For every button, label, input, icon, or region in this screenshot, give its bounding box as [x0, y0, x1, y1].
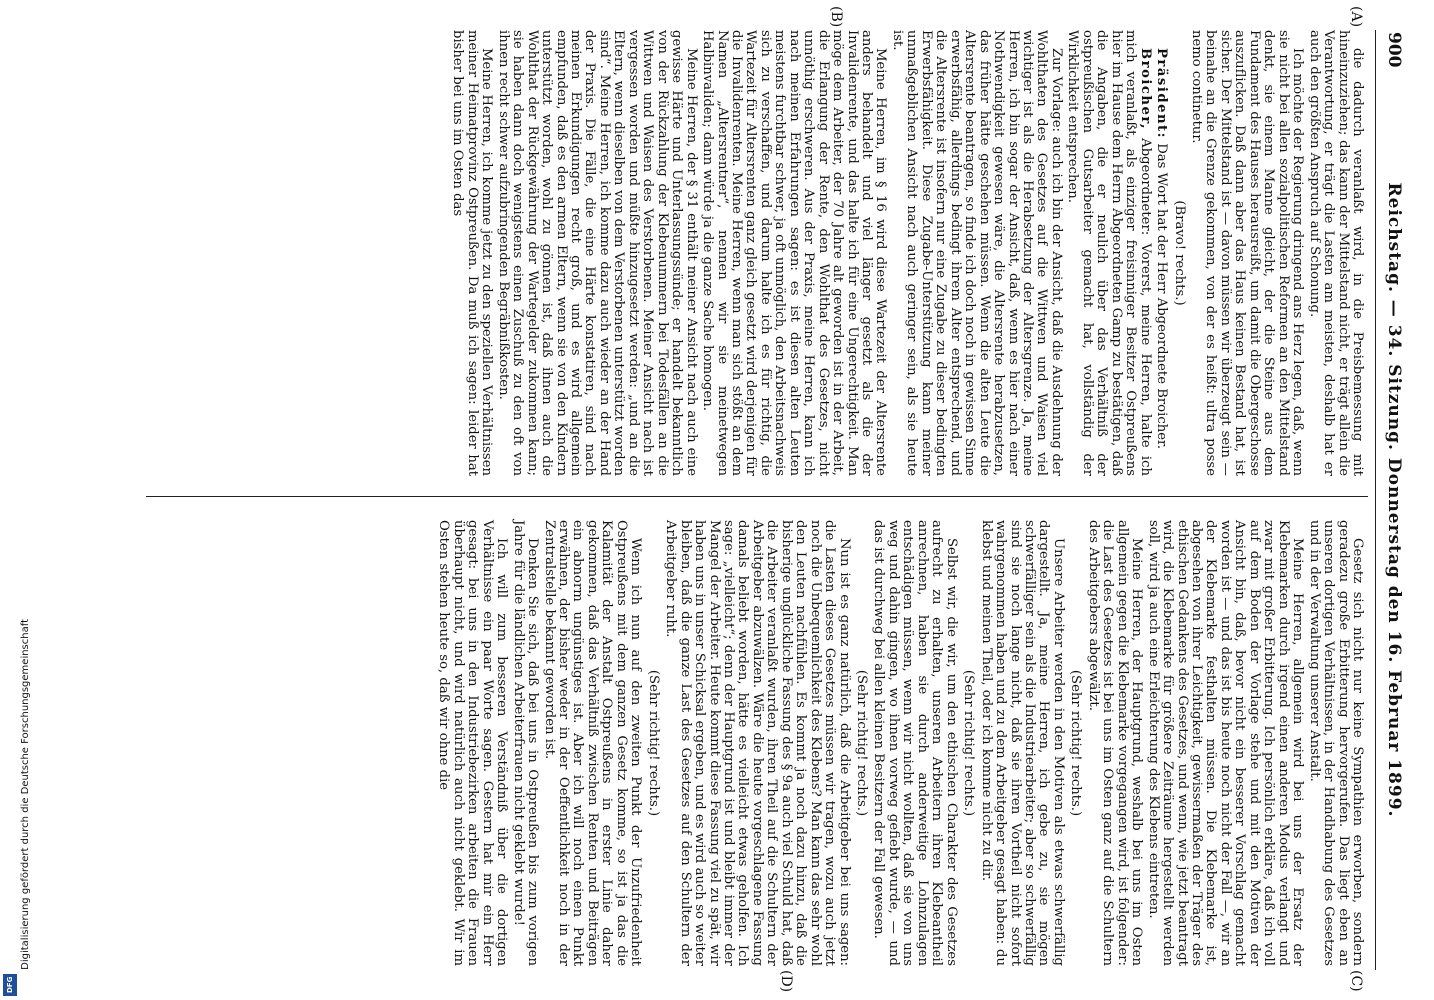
- paragraph: Meine Herren, der § 31 enthält meiner Ansicht nach auch eine gewisse Härte und Unterlassungssünde; er handelt bekanntlich von der Rückzahlung der Klebenummern bei Todesfällen an die Wittwen und Waisen des Verstorbenen. Meiner Ansicht nach ist vergessen worden und müßte hinzugesetzt werden: „und an die Eltern, wenn dieselben von dem Verstorbenen unterstützt worden sind“. Meine Herren, ich komme dazu auch wieder an der Hand der Praxis. Die Fälle, die eine Härte konstatiren, sind nach meinen Erkundigungen recht groß, und es wird allgemein empfunden, daß es den armen Eltern, wenn sie von den Kindern unterstützt worden, wohl zu gönnen ist, daß ihnen auch die Wohlthat der Rückgewährung der Wartegelder zukommen kann; sie haben dann doch wenigstens einen Zuschuß zu den oft von ihnen recht schwer aufzubringenden Begräbnißkosten.: [495, 30, 699, 476]
- header-rule: [1375, 30, 1376, 970]
- left-text-column: [448, 30, 1364, 476]
- paragraph: Meine Herren, der Hauptgrund, weshalb bei uns im Osten allgemein gegen die Klebemarke vorgegangen wird, ist folgender: die Last des Gesetzes ist bei uns im Osten ganz auf die Schultern des Arbeitgebers abgewälzt.: [1085, 520, 1145, 966]
- paragraph: [1154, 30, 1168, 476]
- margin-marker-b: (B): [828, 6, 844, 28]
- page-header-title: Reichstag. — 34. Sitzung. Donnerstag den 16. Februar 1899.: [1384, 182, 1404, 818]
- paragraph: [1065, 30, 1152, 476]
- paragraph-text: Das Wort hat der Herr Abgeordnete Broicher.: [1154, 143, 1170, 450]
- margin-marker-c: (C): [1348, 970, 1364, 992]
- applause-note: (Bravo! rechts.): [1171, 200, 1187, 306]
- applause-note: (Sehr richtig! rechts.): [1068, 669, 1084, 817]
- speaker-name: Präsident:: [1154, 48, 1170, 140]
- paragraph-text: Abgeordneter: Vorerst, meine Herren, halte ich mich veranlaßt, als einziger freisinniger Besitzer Ostpreußens hier im Hause dem Herrn Abgeordneten Gamp zu bestätigen, daß die Angaben, die er neulich über das Verhältniß der ostpreußischen Gutsarbeiter gemacht hat, vollständig der Wirklichkeit entsprechen.: [1065, 30, 1153, 476]
- paragraph: Ich will zum besseren Verständniß über die dortigen Verhältnisse ein paar Worte sagen. Gestern hat mir ein Herr gesagt: bei uns in den Industriebezirken arbeiten die Frauen überhaupt nicht, und wird natürlich auch nicht geklebt. Wir im Osten stehen heute so, daß wir ohne die: [436, 520, 510, 966]
- paragraph: Denken Sie sich, daß bei uns in Ostpreußen bis zum vorigen Jahre für die ländlichen Arbeiterfrauen nicht geklebt wurde!: [510, 520, 541, 966]
- paragraph: Zur Vorlage: auch ich bin der Ansicht, daß die Ausdehnung der Wohlthaten des Gesetzes auf die Wittwen und Waisen viel wichtiger ist als die Herabsetzung der Altersgrenze. Ja, meine Herren, ich bin sogar der Ansicht, daß, wenn es hier nach einer Nothwendigkeit gewesen wäre, die Altersrente herabzusetzen, das früher hätte geschehen müssen. Wenn die alten Leute die Altersrente beantragen, so finde ich doch noch in gewissen Sinne erwerbsfähig, allerdings bedingt ihrem Alter entsprechend, und die Altersrente ist insofern nur eine Zugabe zu dieser bedingten Erwerbsfähigkeit. Diese Zugabe-Unterstützung kann meiner unmaßgeblichen Ansicht nach auch geringer sein, als sie heute ist.: [889, 30, 1064, 476]
- paragraph: Unsere Arbeiter werden in den Motiven als etwas schwerfällig dargestellt. Ja, meine Herren, ich gebe zu, sie mögen schwerfälliger sein als die Industriearbeiter; aber so schwerfällig sind sie noch lange nicht, daß sie ihren Vortheil nicht sofort wahrgenommen haben und zu dem Arbeitgeber gesagt haben: du klebst und meinen Theil, oder ich komme nicht zu dir.: [978, 520, 1066, 966]
- applause-note: (Sehr richtig! rechts.): [961, 669, 977, 817]
- applause-note: (Sehr richtig! rechts.): [645, 669, 661, 817]
- margin-marker-a: (A): [1348, 6, 1364, 28]
- paragraph: Nun ist es ganz natürlich, daß die Arbeitgeber bei uns sagen: die Lasten dieses Gesetzes müssen wir tragen, wozu auch jetzt noch die Unbequemlichkeit des Klebens? Man kann das sehr wohl den Leuten nachfühlen. Es kommt ja noch dazu hinzu, daß die bisherige unglückliche Fassung des § 9a auch viel Schuld hat, daß die Arbeiter veranlaßt wurden, ihren Theil auf die Schultern der Arbeitgeber abzuwälzen. Wäre die heute vorgeschlagene Fassung damals beliebt worden, hätte es vielleicht etwas geholfen. Ich sage: „vielleicht“; denn der Hauptgrund ist und bleibt immer der Mangel der Arbeiter. Heute kommt diese Fassung viel zu spät, wir haben uns in unser Schicksal ergeben, und es wird auch so weiter bleiben, daß die ganze Last des Gesetzes auf den Schultern der Arbeitgeber ruht.: [663, 520, 852, 966]
- margin-marker-d: (D): [778, 970, 794, 993]
- column-divider: [146, 496, 1368, 497]
- right-text-column: [434, 520, 1364, 966]
- paragraph: Meine Herren, allgemein wird bei uns der Ersatz der Klebemarken durch irgend einen anderen Modus verlangt und zwar mit großer Erbitterung. Ich persönlich erkläre, daß ich voll auf dem Boden der Vorlage stehe und mit den Motiven der Ansicht bin, daß, bevor nicht ein besserer Vorschlag gemacht worden ist — und das ist bis heute noch nicht der Fall —, wir an der Klebemarke festhalten müssen. Die Klebemarke ist, abgesehen von ihrer Leichtigkeit, gewissermaßen der Träger des ethischen Gedankens des Gesetzes, und wenn, wie jetzt beantragt wird, die Klebemarke für größere Zeiträume hergestellt werden soll, wird ja auch eine Erleichterung des Klebens eintreten.: [1145, 520, 1306, 966]
- paragraph: Wenn ich nun auf den zweiten Punkt der Unzufriedenheit Ostpreußens mit dem ganzen Gesetz komme, so ist ja das die Kalamität der Anstalt Ostpreußens in erster Linie daher gekommen, daß das Verhältniß zwischen Renten und Beiträgen ein abnorm ungünstiges ist. Aber ich will noch einen Punkt erwähnen, der bisher weder in der Oeffentlichkeit noch in der Zentralstelle bekannt geworden ist.: [541, 520, 644, 966]
- paragraph: Selbst wir, die wir, um den ethischen Charakter des Gesetzes aufrecht zu erhalten, unseren Arbeitern ihren Klebeantheil anrechnen, haben sie durch anderweitige Lohnzulagen entschädigen müssen, wenn wir nicht wollten, daß sie von uns weg und dahin gingen, wo ihnen vorweg gefiebt wurde, — und das ist durchweg bei allen kleinen Besitzern der Fall gewesen.: [871, 520, 959, 966]
- paragraph: Gesetz sich nicht nur keine Sympathien erworben, sondern geradezu große Erbitterung hervorgerufen. Das liegt eben an unseren dortigen Verhältnissen, in der Handhabung des Gesetzes und in der Verwaltung unserer Anstalt.: [1306, 520, 1365, 966]
- paragraph: Meine Herren, im § 16 wird diese Wartezeit der Altersrente anders behandelt und viel länger gesetzt als die der Invalidenrente, und das halte ich für eine Ungerechtigkeit. Man möge dem Arbeiter, der 70 Jahre alt geworden ist in der Arbeit, die Erlangung der Rente, den Wohlthat des Gesetzes, nicht unnöthig erschweren. Aus der Praxis, meine Herren, kann ich nach meinen Erfahrungen sagen: es ist diesen alten Leuten meistens furchtbar schwer, ja oft unmöglich, den Arbeitsnachweis sich zu verschaffen, und darum halte ich es für richtig, die Wartezeit für Altersrenten ganz gleich gesetzt wird derjenigen für die Invalidenrenten. Meine Herren, wenn man sich stößt an dem Namen „Altersrentner“, nennen wir sie meinetwegen Halbinvaliden; dann würde ja die ganze Sache homogen.: [700, 30, 889, 476]
- digitization-note: Digitalisierung gefördert durch die Deutsche Forschungsgemeinschaft: [20, 619, 31, 970]
- paragraph: Ich möchte der Regierung dringend ans Herz legen, daß, wenn sie nicht bei allen sozialpolitischen Reformen an den Mittelstand denkt, sie einem Manne gleicht, der die Steine aus dem Fundament des Hauses herausreißt, um damit die Obergeschosse auszuflicken. Daß dann aber das Haus keinen Bestand hat, ist sicher. Der Mittelstand ist — davon müssen wir überzeugt sein — beinahe an die Grenze gekommen, von der es heißt: ultra posse nemo continetur.: [1189, 30, 1306, 476]
- speaker-name: Broicher,: [1137, 48, 1153, 130]
- paragraph: die dadurch veranlaßt wird, in die Preisbemessung mit hineinzuziehen; das kann der Mittelstand nicht, er trägt allein die Verantwortung, er trägt die Lasten am meisten, deshalb hat er auch den größten Anspruch auf Schonung.: [1306, 30, 1365, 476]
- page-number: 900: [1384, 32, 1404, 68]
- paragraph: Meine Herren, ich komme jetzt zu den speziellen Verhältnissen meiner Heimatprovinz Ostpreußen. Da muß ich sagen: leider hat bisher bei uns im Osten das: [450, 30, 495, 476]
- applause-note: (Sehr richtig! rechts.): [854, 669, 870, 817]
- dfg-logo: DFG: [3, 974, 17, 996]
